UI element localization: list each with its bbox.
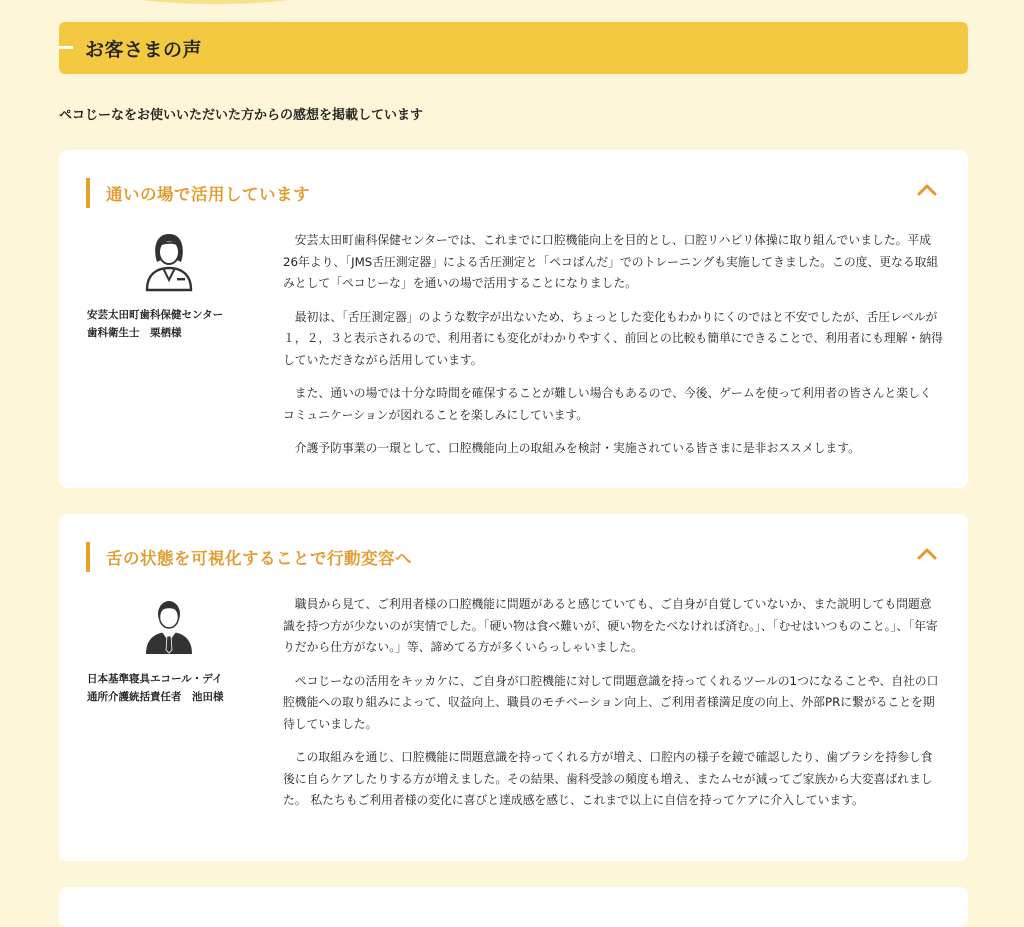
- testimonial-paragraph: この取組みを通じ、口腔機能に問題意識を持ってくれる方が増え、口腔内の様子を鏡で確認したり、歯ブラシを持参し食後に自らケアしたりする方が増えました。その結果、歯科受診の頻度も増え、またムセが減ってご家族から大変喜ばれました。 私たちもご利用者様の変化に喜びと達成感を感じ、これまで以上に自信を持ってケアに介入しています。: [283, 750, 933, 807]
- person-affiliation: 日本基準寝具エコール・デイ: [87, 673, 223, 685]
- testimonial-paragraph: 介護予防事業の一環として、口腔機能向上の取組みを検討・実施されている皆さまに是非おススメします。: [294, 441, 860, 455]
- person-role-name: 通所介護統括責任者 池田様: [87, 691, 224, 703]
- chevron-up-icon[interactable]: [916, 180, 938, 198]
- testimonial-paragraph: 安芸太田町歯科保健センターでは、これまでに口腔機能向上を目的とし、口腔リハビリ体操に取り組んでいました。平成26年より、「JMS舌圧測定器」による舌圧測定と「ペコぱんだ」でのトレーニングも実施してきました。この度、更なる取組みとして「ペコじーな」を通いの場で活用することになりました。: [283, 233, 939, 290]
- testimonial-paragraph: また、通いの場では十分な時間を確保することが難しい場合もあるので、今後、ゲームを使って利用者の皆さんと楽しくコミュニケーションが図れることを楽しみにしています。: [283, 386, 932, 422]
- female-staff-icon: [143, 230, 195, 292]
- section-lead: ペコじーなをお使いいただいた方からの感想を掲載しています: [59, 108, 424, 123]
- section-title: お客さまの声: [85, 39, 203, 61]
- header-accent-bar: [59, 46, 73, 49]
- person-info: [87, 670, 224, 706]
- testimonial-body: [283, 230, 943, 472]
- decorative-arc: [120, 0, 310, 4]
- testimonial-card: [59, 514, 968, 861]
- chevron-up-icon[interactable]: [916, 544, 938, 562]
- testimonial-title[interactable]: 通いの場で活用しています: [86, 178, 310, 208]
- testimonial-card-partial: [59, 887, 968, 927]
- testimonial-paragraph: 最初は、「舌圧測定器」のような数字が出ないため、ちょっとした変化もわかりにくのではと不安でしたが、舌圧レベルが１，２，３と表示されるので、利用者にも変化がわかりやすく、前回との比較も簡単にできることで、利用者にも理解・納得していただきながら活用しています。: [283, 309, 943, 367]
- testimonial-paragraph: ペコじーなの活用をキッカケに、ご自身が口腔機能に対して問題意識を持ってくれるツールの1つになることや、自社の口腔機能への取り組みによって、収益向上、職員のモチベーション向上、ご利用者様満足度の向上、外部PRに繋がることを期待していました。: [283, 673, 939, 731]
- person-info: [87, 306, 223, 342]
- person-affiliation: 安芸太田町歯科保健センター: [87, 309, 224, 321]
- male-staff-icon: [143, 594, 195, 656]
- testimonial-paragraph: 職員から見て、ご利用者様の口腔機能に問題があると感じていても、ご自身が自覚していないか、また説明しても問題意識を持つ方が少ないのが実情でした。「硬い物は食べ難いが、硬い物をたべなければ済む。」、「むせはいつものこと。」、「年寄りだから仕方がない。」等、諦めてる方が多くいらっしゃいました。: [283, 597, 938, 654]
- person-role-name: 歯科衛生士 栗栖様: [87, 327, 182, 339]
- testimonial-title[interactable]: 舌の状態を可視化することで行動変容へ: [86, 542, 412, 572]
- section-header: [59, 22, 968, 74]
- testimonial-card: [59, 150, 968, 488]
- testimonial-body: [283, 594, 943, 824]
